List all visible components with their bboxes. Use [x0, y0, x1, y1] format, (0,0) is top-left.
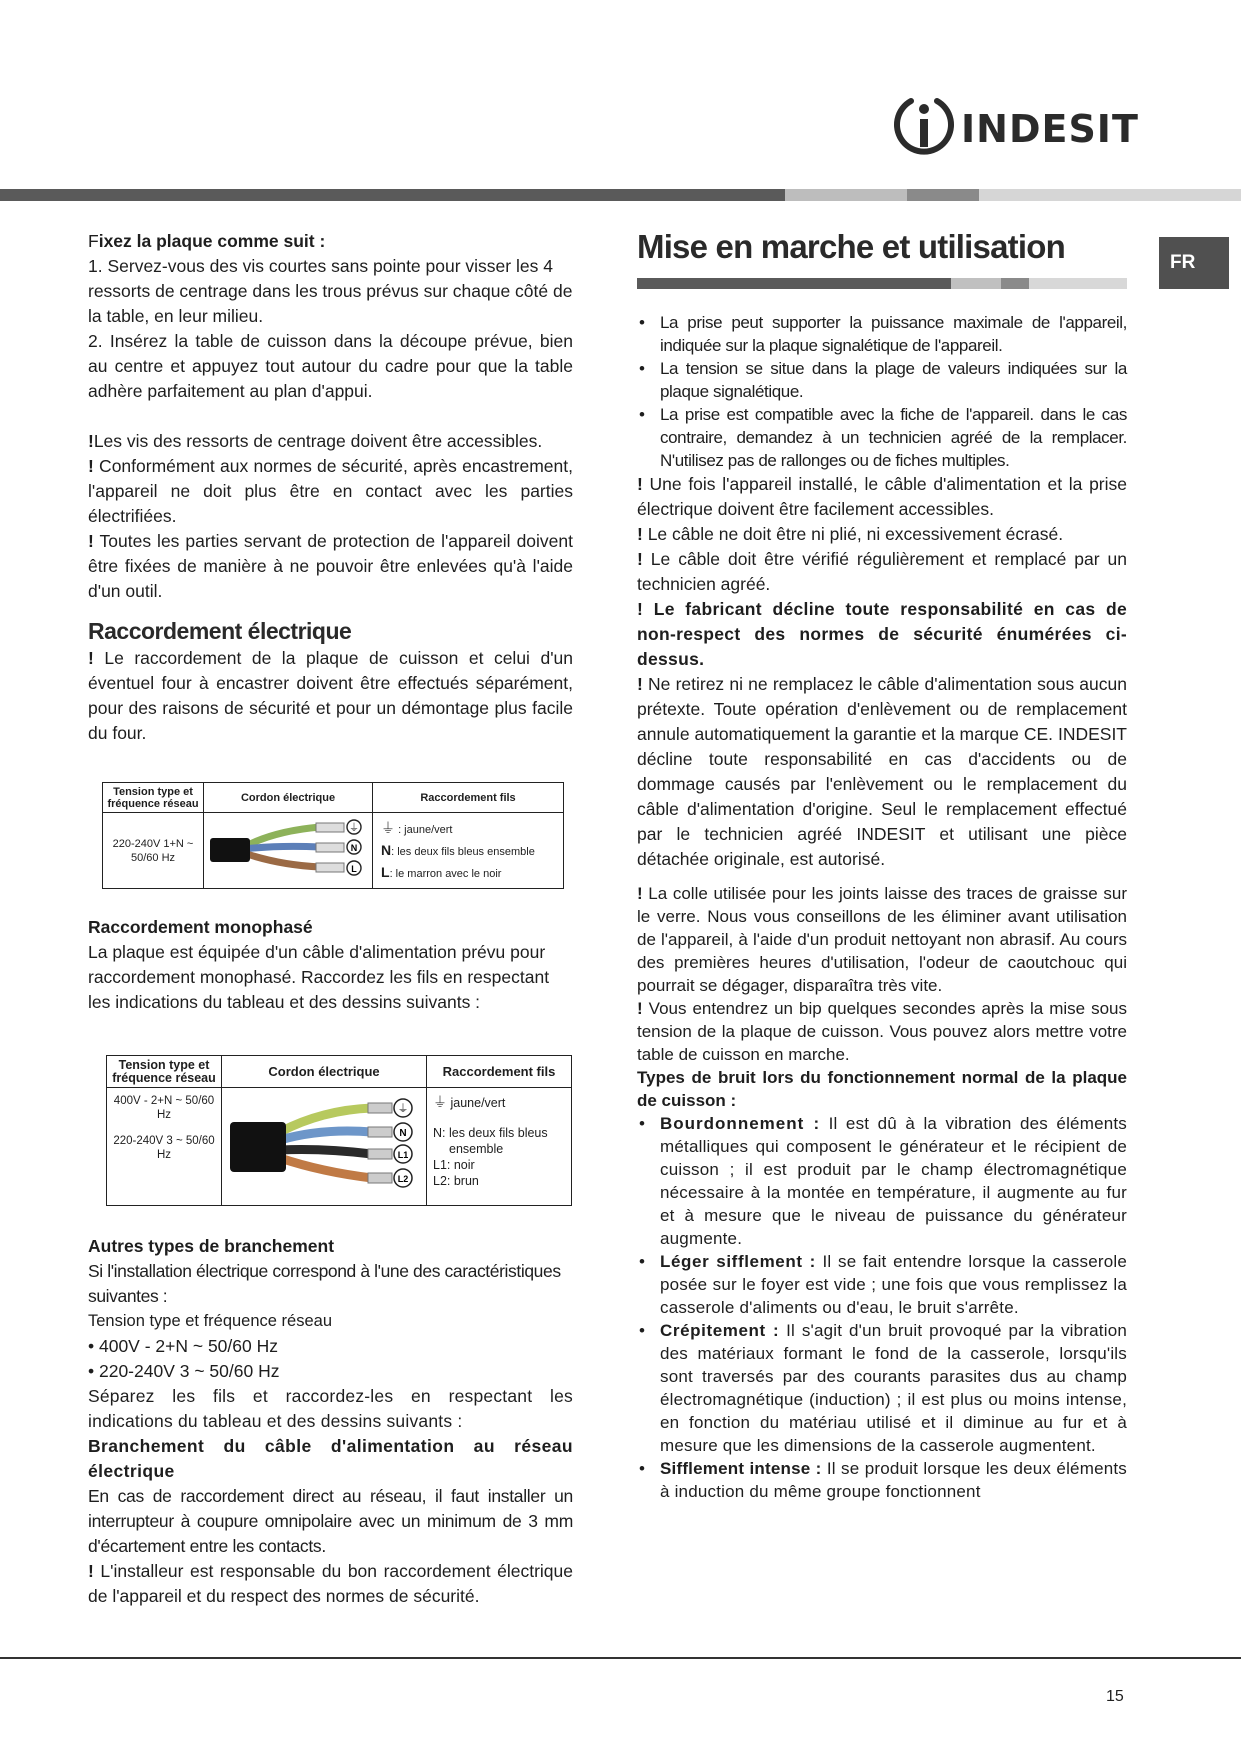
fix-step-1: 1. Servez-vous des vis courtes sans pointe pour visser les 4 ressorts de centrage dans les trous prévus sur chaque côté de la table, en leur milieu. — [88, 256, 573, 326]
wires-cell — [373, 813, 564, 889]
warning-item: ! Le câble doit être vérifié régulièrement et remplacé par un technicien agréé. — [637, 549, 1127, 594]
branchement-title: Branchement du câble d'alimentation au réseau électrique — [88, 1436, 573, 1481]
ground-icon: ⏚ — [433, 1094, 447, 1110]
table-header: Raccordement fils — [373, 783, 564, 813]
tension-item: • 220-240V 3 ~ 50/60 Hz — [88, 1361, 280, 1381]
table-header: Cordon électrique — [222, 1056, 427, 1088]
warning-item: !Les vis des ressorts de centrage doivent être accessibles. — [88, 431, 543, 451]
wire-row: L1: noir — [433, 1158, 475, 1172]
warning-item: ! Le câble ne doit être ni plié, ni excessivement écrasé. — [637, 524, 1064, 544]
fix-step-2: 2. Insérez la table de cuisson dans la découpe prévue, bien au centre et appuyez tout autour du cadre pour que la table adhère parfaitement au plan d'appui. — [88, 331, 573, 401]
wire-row: L: le marron avec le noir — [381, 863, 502, 880]
connection-table-1 — [102, 782, 564, 889]
cord-cell — [204, 813, 373, 889]
wire-row: L2: brun — [433, 1174, 479, 1188]
section-title: Mise en marche et utilisation — [637, 228, 1065, 265]
list-item: • Crépitement : Il s'agit d'un bruit provoqué par la vibration des matériaux formant le fond de la casserole, lorsqu'ils sont traversés par des courants parasites dus au champ électromagnétique (induction) ; il est plus ou moins intense, en fonction du matériau utilisé et il diminue au fur et à mesure que les dimensions de la casserole augmentent. — [637, 1319, 1127, 1457]
list-item: • La prise est compatible avec la fiche de l'appareil. dans le cas contraire, demandez à un technicien agréé de la remplacer. N'utilisez pas de rallonges ou de fiches multiples. — [637, 403, 1127, 472]
table-header: Tension type et fréquence réseau — [107, 1056, 222, 1088]
warning-item: ! Une fois l'appareil installé, le câble d'alimentation et la prise électrique doivent être facilement accessibles. — [637, 474, 1127, 519]
fix-title-initial: F — [88, 231, 99, 251]
installer-text: ! L'installeur est responsable du bon raccordement électrique de l'appareil et du respect des normes de sécurité. — [88, 1561, 573, 1606]
table-header: Tension type et fréquence réseau — [103, 783, 204, 813]
brand-logo — [893, 93, 1139, 163]
svg-text:⏚: ⏚ — [397, 1102, 409, 1115]
raccordement-title: Raccordement électrique — [88, 618, 352, 644]
requirements-list — [637, 311, 1127, 472]
tension-cell: 220-240V 1+N ~ 50/60 Hz — [103, 813, 204, 889]
list-item: • Bourdonnement : Il est dû à la vibration des éléments métalliques qui composent le générateur et le récipient de cuisson ; il est produit par le champ électromagnétique nécessaire à la montée en température, il augmente au fur et à mesure que le niveau de puissance du générateur augmente. — [637, 1112, 1127, 1250]
list-item: • Sifflement intense : Il se produit lorsque les deux éléments à induction du même groupe fonctionnent — [637, 1457, 1127, 1503]
noise-list — [637, 1112, 1127, 1503]
warning-item: ! Toutes les parties servant de protection de l'appareil doivent être fixées de manière à ne pouvoir être enlevées qu'à l'aide d'un outil. — [88, 531, 573, 601]
power-cord-3-wire-icon — [204, 813, 364, 885]
list-item: • Léger sifflement : Il se fait entendre lorsque la casserole posée sur le foyer est vide ; une fois que vous remplissez la casserole d'aliments ou d'eau, le bruit s'arrête. — [637, 1250, 1127, 1319]
branchement-text: En cas de raccordement direct au réseau, il faut installer un interrupteur à coupure omnipolaire avec un minimum de 3 mm d'écartement entre les contacts. — [88, 1486, 573, 1556]
tension-label: Tension type et fréquence réseau — [88, 1312, 332, 1330]
raccordement-text: ! Le raccordement de la plaque de cuisson et celui d'un éventuel four à encastrer doivent être effectués séparément, pour des raisons de sécurité et pour un démontage plus facile du four. — [88, 648, 573, 743]
separez-text: Séparez les fils et raccordez-les en respectant les indications du tableau et des dessins suivants : — [88, 1386, 573, 1431]
mono-title: Raccordement monophasé — [88, 917, 313, 937]
warning-item: ! Conformément aux normes de sécurité, après encastrement, l'appareil ne doit plus être en contact avec les parties électrifiées. — [88, 456, 573, 526]
wire-row: N: les deux fils bleus ensemble — [381, 841, 535, 858]
fix-title — [88, 229, 573, 254]
ground-icon: ⏚ — [381, 819, 395, 836]
wire-row: ensemble — [449, 1142, 504, 1156]
tension-a: 400V - 2+N ~ 50/60 Hz — [113, 1095, 215, 1121]
svg-text:N: N — [350, 843, 358, 853]
header-rule — [0, 189, 1241, 201]
bruit-title: Types de bruit lors du fonctionnement normal de la plaque de cuisson : — [637, 1068, 1127, 1110]
brand-wordmark: INDESIT — [961, 107, 1139, 151]
table-header: Raccordement fils — [427, 1056, 572, 1088]
svg-text:L2: L2 — [397, 1174, 409, 1184]
connection-table-2 — [106, 1055, 572, 1206]
right-column — [637, 224, 1127, 1503]
table-header: Cordon électrique — [204, 783, 373, 813]
warning-item: ! La colle utilisée pour les joints laisse des traces de graisse sur le verre. Nous vous conseillons de les éliminer avant utilisation de l'appareil, à l'aide d'un produit nettoyant non abrasif. Au cours des premières heures d'utilisation, l'odeur de caoutchouc qui pourrait se dégager, disparaîtra très vite. — [637, 884, 1127, 995]
autres-title: Autres types de branchement — [88, 1236, 335, 1256]
svg-text:L: L — [351, 864, 357, 874]
warning-bold: ! Le fabricant décline toute responsabilité en cas de non-respect des normes de sécurité énumérées ci-dessus. — [637, 599, 1127, 669]
list-item: • La tension se situe dans la plage de valeurs indiquées sur la plaque signalétique. — [637, 357, 1127, 403]
indesit-logo-icon — [893, 93, 955, 159]
language-label: FR — [1170, 252, 1196, 273]
warning-item: ! Ne retirez ni ne remplacez le câble d'alimentation sous aucun prétexte. Toute opération d'enlèvement ou de remplacement annule automatiquement la garantie et la marque CE. INDESIT décline toute responsabilité en cas d'accidents ou de dommage causés par l'enlèvement ou le remplacement du câble d'alimentation d'origine. Seul le remplacement effectué par le technicien agréé INDESIT et utilisant une pièce détachée originale, est autorisé. — [637, 674, 1127, 869]
wire-row: ⏚ jaune/vert — [433, 1094, 506, 1110]
warning-item: ! Vous entendrez un bip quelques secondes après la mise sous tension de la plaque de cuisson. Vous pouvez alors mettre votre table de cuisson en marche. — [637, 999, 1127, 1064]
svg-text:L1: L1 — [397, 1150, 409, 1160]
fix-title-rest: ixez la plaque comme suit : — [98, 231, 326, 251]
language-tab[interactable] — [1159, 237, 1229, 289]
wire-row: N: les deux fils bleus — [433, 1126, 548, 1140]
title-rule — [637, 278, 1127, 289]
cord-cell — [222, 1088, 427, 1206]
page-number: 15 — [1106, 1688, 1124, 1705]
footer-rule — [0, 1657, 1241, 1659]
tension-b: 220-240V 3 ~ 50/60 Hz — [113, 1135, 215, 1161]
list-item: • La prise peut supporter la puissance maximale de l'appareil, indiquée sur la plaque signalétique de l'appareil. — [637, 311, 1127, 357]
tension-cell — [107, 1088, 222, 1206]
mono-text: La plaque est équipée d'un câble d'alimentation prévu pour raccordement monophasé. Raccordez les fils en respectant les indications du tableau et des dessins suivants : — [88, 942, 550, 1012]
svg-text:N: N — [399, 1128, 407, 1139]
power-cord-4-wire-icon — [222, 1088, 418, 1202]
wire-row: ⏚ : jaune/vert — [381, 819, 453, 836]
left-column — [88, 229, 573, 1609]
autres-text: Si l'installation électrique correspond à l'une des caractéristiques suivantes : — [88, 1261, 561, 1306]
svg-text:⏚: ⏚ — [349, 823, 359, 834]
tension-item: • 400V - 2+N ~ 50/60 Hz — [88, 1336, 278, 1356]
wires-cell — [427, 1088, 572, 1206]
